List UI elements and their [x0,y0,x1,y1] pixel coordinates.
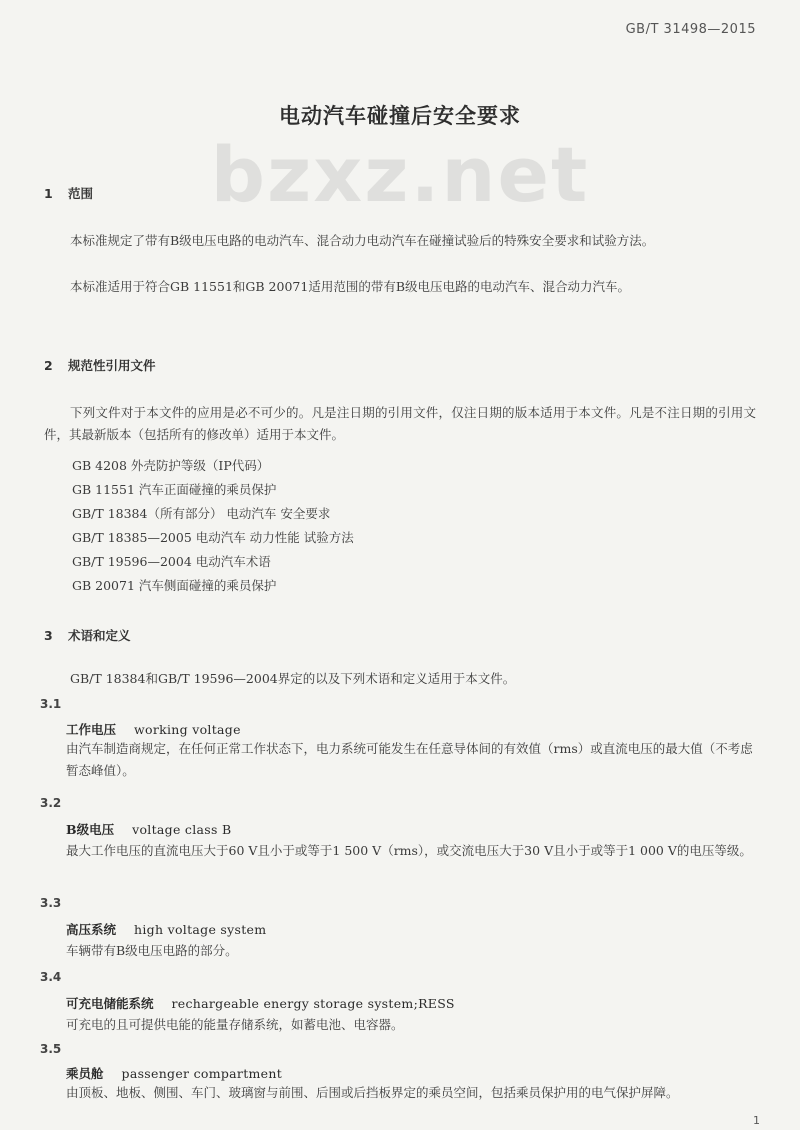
term-definition: 最大工作电压的直流电压大于60 V且小于或等于1 500 V（rms），或交流电压大于30 V且小于或等于1 000 V的电压等级。 [66,843,752,858]
section-title: 范围 [68,186,94,201]
term-chinese: B级电压 [66,822,115,837]
term-definition: 由顶板、地板、侧围、车门、玻璃窗与前围、后围或后挡板界定的乘员空间，包括乘员保护用的电气保护屏障。 [66,1085,679,1100]
clause-number: 3.2 [40,796,62,810]
section-title: 规范性引用文件 [68,358,156,373]
term-english: voltage class B [132,822,232,837]
clause-number: 3.4 [40,970,62,984]
term-definition: 车辆带有B级电压电路的部分。 [66,943,238,958]
reference-item: GB/T 18384（所有部分） 电动汽车 安全要求 [72,506,331,521]
section-title: 术语和定义 [68,628,131,643]
term-definition: 由汽车制造商规定，在任何正常工作状态下，电力系统可能发生在任意导体间的有效值（rms）或直流电压的最大值（不考虑暂态峰值）。 [66,741,753,778]
term-chinese: 工作电压 [66,722,117,737]
reference-item: GB 11551 汽车正面碰撞的乘员保护 [72,482,277,497]
term-english: working voltage [134,722,241,737]
term-heading [66,720,241,738]
clause-number: 3.5 [40,1042,62,1056]
term-english: high voltage system [134,922,267,937]
term-heading [66,1064,282,1082]
section-heading-terms [44,626,131,644]
term-chinese: 高压系统 [66,922,117,937]
term-english: passenger compartment [121,1066,283,1081]
reference-item: GB/T 18385—2005 电动汽车 动力性能 试验方法 [72,530,354,545]
reference-item: GB 20071 汽车侧面碰撞的乘员保护 [72,578,277,593]
terms-intro: GB/T 18384和GB/T 19596—2004界定的以及下列术语和定义适用于本文件。 [70,671,516,686]
clause-number: 3.3 [40,896,62,910]
scope-paragraph-1: 本标准规定了带有B级电压电路的电动汽车、混合动力电动汽车在碰撞试验后的特殊安全要求和试验方法。 [70,233,655,248]
scope-paragraph-2: 本标准适用于符合GB 11551和GB 20071适用范围的带有B级电压电路的电动汽车、混合动力汽车。 [70,279,631,294]
section-number: 3 [44,628,53,643]
reference-item: GB/T 19596—2004 电动汽车术语 [72,554,271,569]
section-number: 1 [44,186,53,201]
section-heading-scope [44,184,93,202]
standard-number: GB/T 31498—2015 [625,22,756,37]
term-heading [66,920,266,938]
term-english: rechargeable energy storage system;RESS [171,996,455,1011]
normative-intro: 下列文件对于本文件的应用是必不可少的。凡是注日期的引用文件，仅注日期的版本适用于本文件。凡是不注日期的引用文件，其最新版本（包括所有的修改单）适用于本文件。 [44,405,756,442]
term-definition: 可充电的且可提供电能的能量存储系统，如蓄电池、电容器。 [66,1017,404,1032]
section-number: 2 [44,358,53,373]
reference-item: GB 4208 外壳防护等级（IP代码） [72,458,270,473]
page-number: 1 [753,1114,760,1127]
term-chinese: 可充电储能系统 [66,996,154,1011]
term-chinese: 乘员舱 [66,1066,104,1081]
section-heading-normative [44,356,156,374]
clause-number: 3.1 [40,697,62,711]
watermark: bzxz.net [210,130,590,219]
term-heading [66,994,455,1012]
term-heading [66,820,231,838]
document-title: 电动汽车碰撞后安全要求 [279,104,521,128]
